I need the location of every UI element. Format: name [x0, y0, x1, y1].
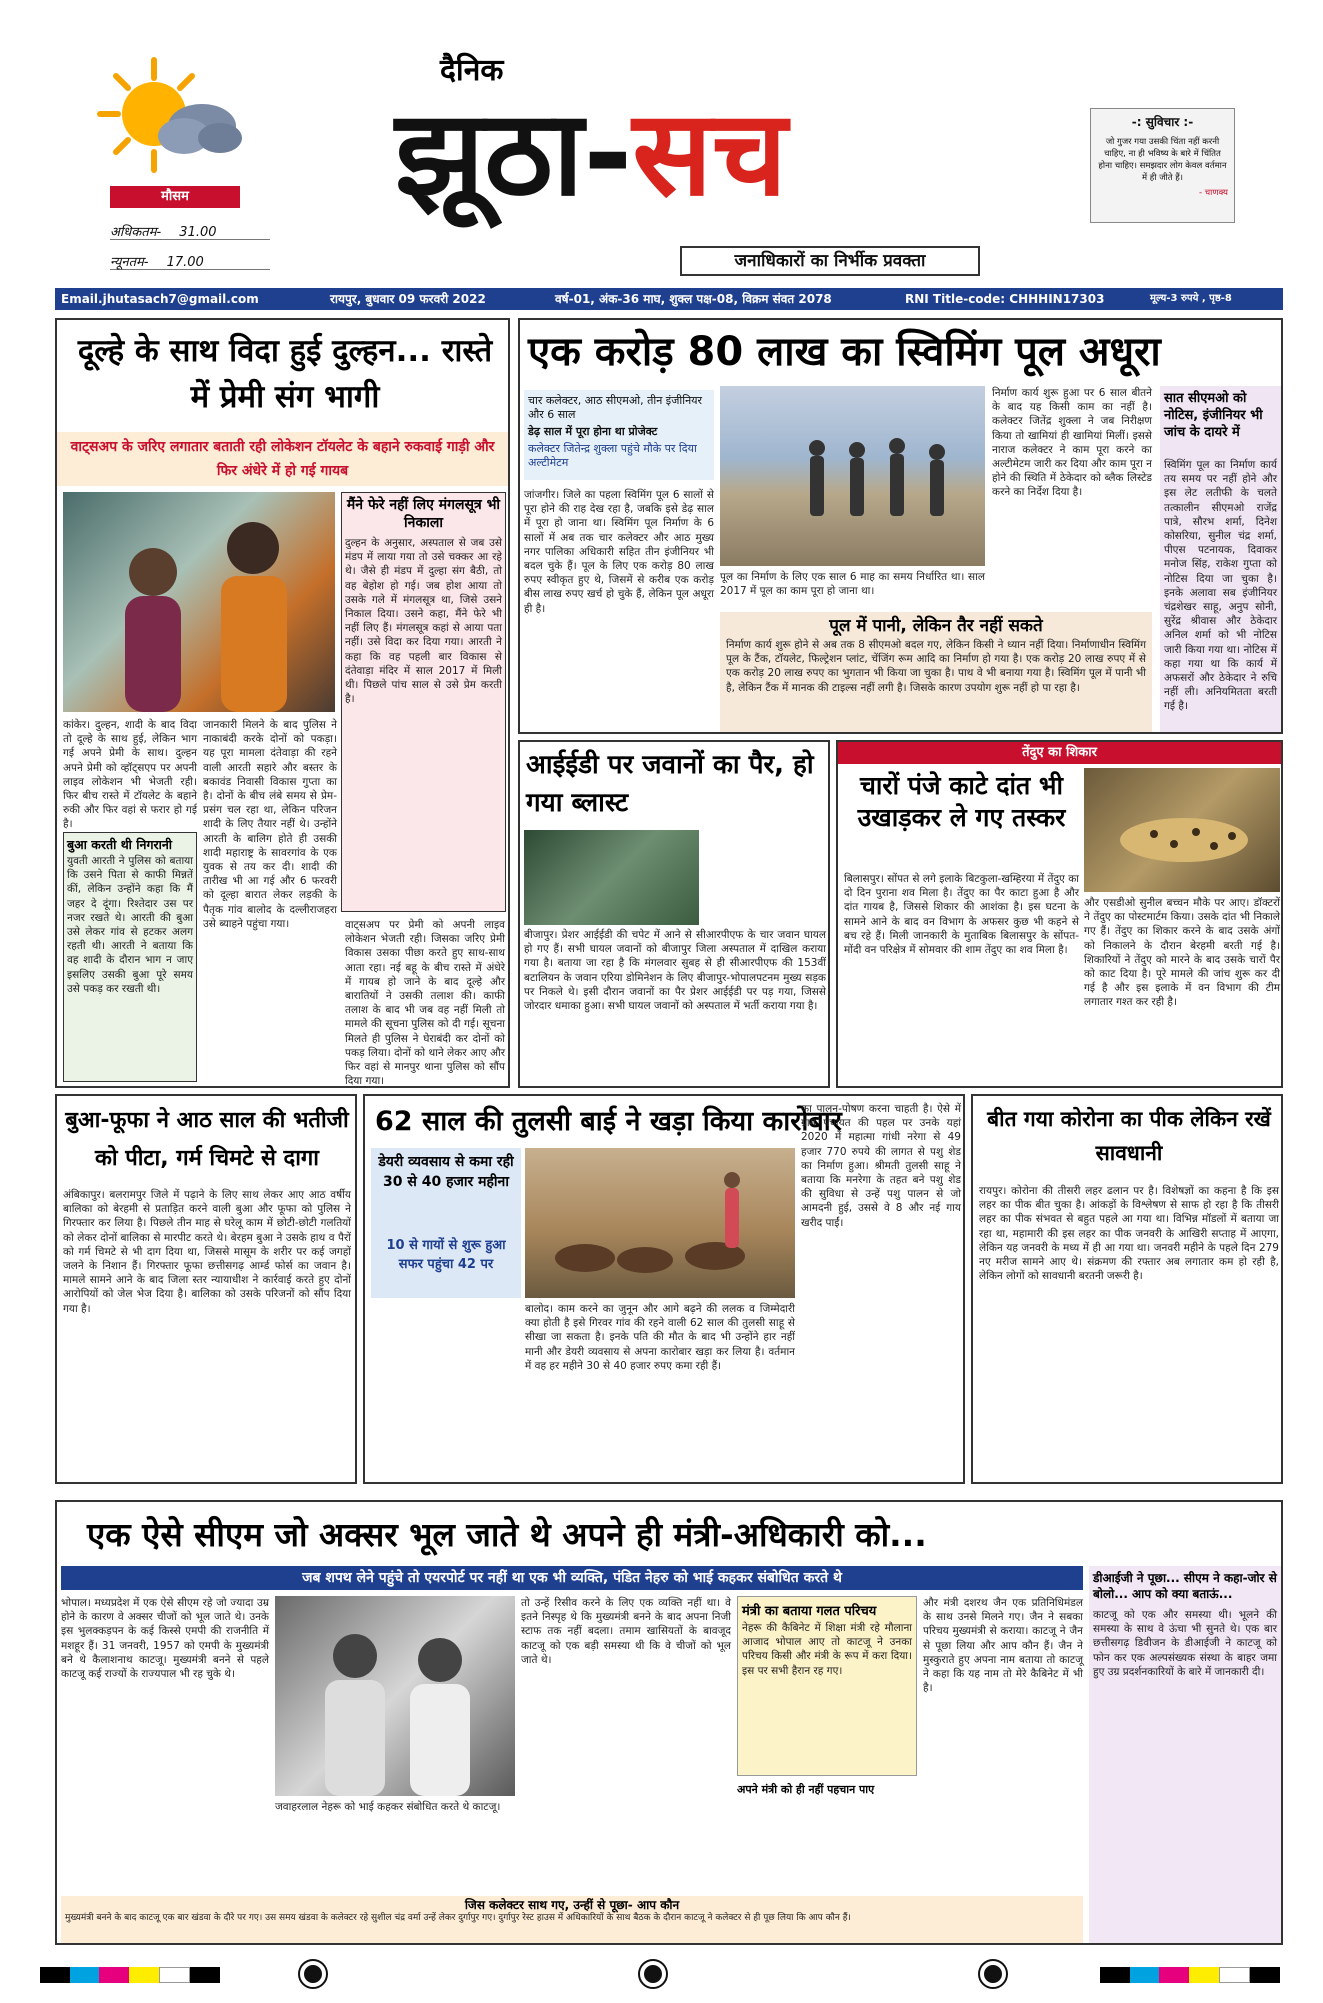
cm-bottom-text: मुख्यमंत्री बनने के बाद काटजू एक बार खंडवा के दौरे पर गए। उस समय खंडवा के कलेक्टर रहे सुशील चंद्र वर्मा उन्हें लेकर दुर्गापुर गए। दुर्गापुर रेस्ट हाउस में अधिकारियों के साथ बैठक के दौरान काटजू ने कलेक्टर से ही पूछ लिया कि आप कौन हैं।: [65, 1913, 851, 1923]
story-col3: वाट्सअप पर प्रेमी को अपनी लाइव लोकेशन भेजती रही। जिसका जरिए प्रेमी विकास उसका पीछा करते हुए साथ-साथ आता रहा। नई बहू के बीच रास्ते में अंधेरे में गायब हो जाने के बाद दूल्हे और बारातियों ने उसकी तलाश की। काफी तलाश के बाद भी जब वह नहीं मिली तो मामले की सूचना पुलिस को दी गई। सूचना मिलते ही पुलिस ने घेराबंदी कर दोनों को पकड़ लिया। दोनों को थाने लेकर आए और फिर वहां से मानपुर थाना पुलिस को सौंप दिया गया।: [345, 919, 505, 1088]
tulsi-box-text: डेयरी व्यवसाय से कमा रही 30 से 40 हजार महीना: [378, 1154, 514, 1190]
pool-subtext: निर्माण कार्य शुरू होने से अब तक 8 सीएमओ बदल गए, लेकिन किसी ने ध्यान नहीं दिया। निर्माणाधीन स्विमिंग पूल के टैंक, टॉयलेट, फिल्ट्रेशन प्लांट, चेंजिंग रूम आदि का निर्माण हो गया है। एक करोड़ 20 लाख रुपए में से एक करोड़ 20 लाख रुपए का भुगतान भी किया जा चुका है। पाथ वे भी बनाया गया है। स्विमिंग पूल में पानी भी है, लेकिन टैंक में मानक की टाइल्स नहीं लगी है। जिसके कारण उपयोग शुरू नहीं हो पा रहा है।: [726, 639, 1146, 694]
cm-box-title: मंत्री का बताया गलत परिचय: [742, 1604, 877, 1619]
story-cm: [55, 1500, 1283, 1945]
pool-photo-caption: पूल का निर्माण के लिए एक साल 6 माह का समय निर्धारित था। साल 2017 में पूल का काम पूरा हो जाना था।: [720, 571, 985, 598]
tulsi-box2-text: 10 से गायों से शुरू हुआ सफर पहुंचा 42 पर: [386, 1238, 506, 1272]
registration-marks: [0, 1955, 1323, 1995]
tulsi-col1: बालोद। काम करने का जुनून और आगे बढ़ने की ललक व जिम्मेदारी क्या होती है इसे गिरवर गांव की रहने वाली 62 साल की तुलसी साहू से सीखा जा सकता है। इनके पति की मौत के बाद भी उन्होंने हार नहीं मानी और डेयरी व्यवसाय से अपना कारोबार खड़ा कर लिया है। वर्तमान में वह हर महीने 30 से 40 हजार रुपए कमा रही हैं।: [525, 1303, 795, 1372]
cm-side-title: डीआईजी ने पूछा... सीएम ने कहा-जोर से बोलो... आप को क्या बताऊं...: [1093, 1571, 1277, 1601]
ied-col-right: [704, 830, 826, 926]
story-headline: दूल्हे के साथ विदा हुई दुल्हन... रास्ते में प्रेमी संग भागी: [77, 333, 493, 415]
leopard-headline: चारों पंजे काटे दांत भी उखाड़कर ले गए तस्कर: [857, 771, 1066, 832]
cattle-icon: [525, 1148, 795, 1298]
corona-col1: रायपुर। कोरोना की तीसरी लहर ढलान पर है। विशेषज्ञों का कहना है कि इस लहर का पीक बीत चुका है। आंकड़ों के विश्लेषण से साफ हो रहा है कि तीसरी लहर का पीक संभवत से बहुत पहले आ गया था। विभिन्न मॉडलों में बताया जा रहा था, महामारी की इस लहर का पीक जनवरी के आखिरी सप्ताह में आएगा, लेकिन यह जनवरी के मध्य में ही आ गया था। जनवरी महीने के पहले दिन 279 नए मरीज सामने आए थे। संक्रमण की रफ्तार अब लगातार कम हो रही है, लेकिन लोगों को सावधानी बरतनी जरूरी है।: [979, 1185, 1279, 1283]
cm-bottom-bar: जिस कलेक्टर साथ गए, उन्हीं से पूछा- आप कौन: [464, 1898, 680, 1912]
registration-mark: [640, 1961, 666, 1987]
pool-side-box: [1160, 386, 1281, 732]
min-temp: न्यूनतम- 17.00: [110, 252, 270, 270]
pool-col1b: [524, 642, 714, 732]
nehru-photo-caption: जवाहरलाल नेहरू को भाई कहकर संबोधित करते थे काटजू।: [275, 1801, 501, 1813]
masthead-title: झूठा-सच: [395, 84, 788, 222]
box-title: मैंने फेरे नहीं लिए मंगलसूत्र भी निकाला: [346, 497, 501, 531]
registration-mark: [300, 1961, 326, 1987]
officials-icon: [720, 386, 985, 566]
story-corona: [971, 1094, 1283, 1484]
story-subhead: वाट्सअप के जरिए लगातार बताती रही लोकेशन टॉयलेट के बहाने रुकवाई गाड़ी और फिर अंधेरे में हो गई गायब: [57, 432, 508, 486]
rni-code: RNI Title-code: CHHHIN17303: [905, 292, 1105, 306]
email-link[interactable]: Email.jhutasach7@gmail.com: [61, 292, 259, 306]
masthead-dainik: दैनिक: [440, 53, 504, 88]
box2-text: युवती आरती ने पुलिस को बताया कि उसने पिता से काफी मिन्नतें कीं, लेकिन उन्होंने कहा कि मैं जहर दे दूंगा। रिश्तेदार उस पर नजर रखते थे। आरती की बुआ उसे लेकर गांव से हटकर अलग रहती थी। आरती ने बताया कि वह शादी के दौरान भाग न जाए इसलिए उसकी बुआ पूरे समय उसे पकड़ कर रखती थी।: [67, 855, 193, 995]
pool-col1: जांजगीर। जिले का पहला स्विमिंग पूल 6 सालों से पूरा होने की राह देख रहा है, जबकि इसे डेढ़ साल में पूरा हो जाना था। स्विमिंग पूल निर्माण के 6 सालों में अब तक चार कलेक्टर और आठ मुख्य नगर पालिका अधिकारी सहित तीन इंजीनियर भी बदल चुके हैं। पूल के लिए एक करोड़ 80 लाख रुपए स्वीकृत हुए थे, जिसमें से करीब एक करोड़ बीस लाख रुपए खर्च हो चुके हैं, लेकिन पूल अधूरा ही है।: [524, 489, 714, 615]
story-tulsi: [363, 1094, 965, 1484]
soldiers-photo: [524, 830, 699, 925]
pool-photo: [720, 386, 985, 566]
cm-box-text: नेहरू की कैबिनेट में शिक्षा मंत्री रहे मौलाना आजाद भोपाल आए तो काटजू ने उनका परिचय किसी और मंत्री के रूप में करा दिया। इस पर सभी हैरान रह गए।: [742, 1622, 912, 1677]
color-strip-left: [40, 1967, 220, 1983]
price-info: मूल्य-3 रुपये , पृष्ठ-8: [1150, 293, 1232, 304]
color-strip-right: [1100, 1967, 1280, 1983]
max-temp: अधिकतम- 31.00: [110, 222, 270, 240]
box-text: दुल्हन के अनुसार, अस्पताल से जब उसे मंडप में लाया गया तो उसे चक्कर आ रहे थे। जैसे ही मंडप में दुल्हा संग बैठी, तो वह बेहोश हो गई। जब होश आया तो उसके गले में मंगलसूत्र था, जिसे उसने निकाल दिया। उसने कहा, मैंने फेरे भी नहीं लिए हैं। मंगलसूत्र कहां से आया पता नहीं। उसे विदा कर दिया गया। आरती ने कहा कि वह पहली बार विकास से दंतेवाड़ा मंदिर में साल 2017 में मिली थी। पिछले पांच साल से उसे प्रेम करती है।: [345, 537, 502, 706]
nehru-photo: [275, 1596, 515, 1796]
side-text: स्विमिंग पूल का निर्माण कार्य तय समय पर नहीं होने और इस लेट लतीफी के चलते तत्कालीन सीएमओ राजेंद्र पात्रे, सौरभ शर्मा, दिनेश कोसरिया, सुनील चंद्र शर्मा, पीएस पटनायक, दिवाकर मनोज सिंह, राकेश गुप्ता को नोटिस दिया जा चुका है। इनके अलावा सब इंजीनियर चंद्रशेखर साहू, अनुप सोनी, सुरेंद्र श्रीवास और ठेकेदार अनिल शर्मा को भी नोटिस जारी किया गया था। नोटिस में कहा गया था कि कार्य में अफसरों और ठेकेदार ने रुचि नहीं ली। अनियमितता बरती गई है।: [1164, 459, 1277, 713]
dateline: रायपुर, बुधवार 09 फरवरी 2022: [330, 292, 486, 306]
pool-col3: निर्माण कार्य शुरू हुआ पर 6 साल बीतने के बाद यह किसी काम का नहीं है। कलेक्टर जितेंद्र शुक्ला ने जब निरीक्षण किया तो खामियां ही खामियां मिलीं। इससे नाराज कलेक्टर ने काम पूरा करने का अल्टीमेटम जारी कर दिया और काम पूरा न होने की स्थिति में ठेकेदार को ब्लैक लिस्टेड करने का निर्देश दिया है।: [992, 387, 1152, 499]
pool-kicker: चार कलेक्टर, आठ सीएमओ, तीन इंजीनियर और 6 साल डेढ़ साल में पूरा होना था प्रोजेक्ट कलेक्टर जितेन्द्र शुक्ला पहुंचे मौके पर दिया अल्टीमेटम: [524, 390, 714, 480]
leaders-icon: [275, 1596, 515, 1796]
cm-box: [737, 1596, 917, 1776]
ied-col1: बीजापुर। प्रेशर आईईडी की चपेट में आने से सीआरपीएफ के चार जवान घायल हो गए हैं। सभी घायल जवानों को बीजापुर जिला अस्पताल में दाखिल कराया गया है। बताया जा रहा है कि मंगलवार सुबह से ही सीआरपीएफ की 153वीं बटालियन के जवान एरिया डोमिनेशन के लिए बीजापुर-भोपालपटनम मुख्य सड़क पर निकले थे। इसी दौरान जवानों का पैर प्रेशर आईईडी पर पड़ गया, जिससे जोरदार धमाका हुआ। सभी घायल जवानों को अस्पताल में भर्ती कराया गया है।: [524, 929, 826, 1013]
issue-info: वर्ष-01, अंक-36 माघ, शुक्ल पक्ष-08, विक्रम संवत 2078: [555, 292, 832, 306]
cm-bar: जब शपथ लेने पहुंचे तो एयरपोर्ट पर नहीं था एक भी व्यक्ति, पंडित नेहरु को भाई कहकर संबोधित करते थे: [61, 1566, 1083, 1590]
suvichar-text: जो गुजर गया उसकी चिंता नहीं करनी चाहिए, ना ही भविष्य के बारे में चिंतित होना चाहिए। समझदार लोग केवल वर्तमान में ही जीते हैं।: [1098, 137, 1227, 183]
story-leopard: [836, 740, 1283, 1088]
box-mangalsutra: [341, 492, 506, 912]
pool-headline: एक करोड़ 80 लाख का स्विमिंग पूल अधूरा: [528, 329, 1161, 375]
weather-label: मौसम: [110, 186, 240, 208]
registration-mark: [980, 1961, 1006, 1987]
story-ied: [518, 740, 830, 1088]
suvichar-box: [1090, 108, 1235, 223]
suvichar-title: -: सुविचार :-: [1131, 115, 1194, 129]
tulsi-headline: 62 साल की तुलसी बाई ने खड़ा किया कारोबार: [375, 1106, 842, 1137]
buafufa-col1: अंबिकापुर। बलरामपुर जिले में पढ़ाने के लिए साथ लेकर आए आठ वर्षीय बालिका को बेरहमी से प्रताड़ित करने वाली बुआ और फूफा को पुलिस ने गिरफ्तार कर लिया है। पिछले तीन माह से घरेलू काम में छोटी-छोटी गलतियों को लेकर दोनों बालिका से मारपीट करते थे। बेरहम बुआ ने उसके हाथ व पैरों को गर्म चिमटे से भी दाग दिया था, जिससे मासूम के शरीर पर कई जगहों जलने के निशान हैं। गिरफ्तार फूफा छत्तीसगढ़ आर्म्ड फोर्स का जवान है। मामले सामने आने के बाद जिला स्तर न्यायाधीश ने कार्रवाई करते हुए दोनों आरोपियों को जेल भेज दिया है। बालिका को उसके परिजनों को सौंप दिया गया है।: [63, 1189, 351, 1315]
cattle-photo: [525, 1148, 795, 1298]
cm-headline: एक ऐसे सीएम जो अक्सर भूल जाते थे अपने ही मंत्री-अधिकारी को...: [87, 1515, 927, 1554]
cm-col1: भोपाल। मध्यप्रदेश में एक ऐसे सीएम रहे जो ज्यादा उम्र होने के कारण वे अक्सर चीजों को भूल जाते थे। उनके इस भुलक्कड़पन के कई किस्से एमपी की राजनीति में मशहूर हैं। 31 जनवरी, 1957 को एमपी के मुख्यमंत्री बने थे कैलाशनाथ काटजू। मुख्यमंत्री बनने से पहले काटजू कई राज्यों के राज्यपाल भी रह चुके थे।: [61, 1597, 269, 1681]
cm-side-text: काटजू को एक और समस्या थी। भूलने की समस्या के साथ वे ऊंचा भी सुनते थे। एक बार छत्तीसगढ़ डिवीजन के डीआईजी ने काटजू को फोन कर एक अल्पसंख्यक संस्था के बाहर जमा हुए उग्र प्रदर्शनकारियों के बारे में जानकारी दी।: [1093, 1609, 1277, 1678]
leopard-col2: और एसडीओ सुनील बच्चन मौके पर आए। डॉक्टरों ने तेंदुए का पोस्टमार्टम किया। उसके दांत भी निकाले गए हैं। तेंदुए का शिकार करने के बाद उसके अंगों को निकालने के दौरान बेरहमी बरती गई है। शिकारियों ने तेंदुए को मारने के बाद उसके चारों पैर को काट दिया है। पूरे मामले की जांच शुरू कर दी गई है और इस इलाके में वन विभाग की टीम लगातार गश्त कर रही है।: [1084, 897, 1280, 1009]
suvichar-author: - चाणक्य: [1199, 188, 1228, 198]
leopard-col1: बिलासपुर। सोंपत से लगे इलाके बिटकुला-खम्हिरया में तेंदुए का दो दिन पुराना शव मिला है। तेंदुए का पैर काटा हुआ है और दांत गायब है, जिससे शिकार की आशंका है। इस घटना के सामने आने के बाद वन विभाग के अफसर कुछ भी कहने से बच रहे हैं। मिली जानकारी के मुताबिक बिलासपुर के सोंपत-मोंदी वन परिक्षेत्र में सोमवार की शाम तेंदुए का शव मिला है।: [844, 873, 1079, 957]
pool-water-block: [720, 612, 1152, 732]
tulsi-col-left: [371, 1302, 521, 1480]
box2-title: बुआ करती थी निगरानी: [67, 837, 173, 852]
masthead: [0, 0, 1323, 285]
buafufa-headline: बुआ-फूफा ने आठ साल की भतीजी को पीटा, गर्म चिमटे से दागा: [65, 1108, 349, 1171]
leopard-label: तेंदुए का शिकार: [838, 742, 1281, 764]
story-bua-fufa: [55, 1094, 357, 1484]
info-bar: [55, 288, 1283, 310]
story-col2: जानकारी मिलने के बाद पुलिस ने नाकाबंदी करके दोनों को पकड़ा। यह पूरा मामला दंतेवाड़ा की रहने वाली आरती सहारे और बस्तर के बकावंड निवासी विकास गुप्ता का है। दोनों के बीच लंबे समय से प्रेम-प्रसंग चल रहा था, लेकिन परिजन शादी के लिए तैयार नहीं थे। उन्होंने आरती के बालिग होते ही उसकी शादी महाराष्ट्र के सावरगांव के एक युवक से तय कर दी। शादी की तारीख भी आ गई और 6 फरवरी को दूल्हा बारात लेकर लड़की के पैतृक गांव बालोद के दल्लीराजहरा उसे ब्याहने पहुंचा गया।: [203, 719, 337, 930]
leopard-photo: [1084, 768, 1280, 892]
tulsi-col2: का पालन-पोषण करना चाहती है। ऐसे में ग्राम पंचायत की पहल पर उनके यहां 2020 में महात्मा गांधी नरेगा से 49 हजार 770 रुपये की लागत से पशु शेड का निर्माण हुआ। श्रीमती तुलसी साहू ने बताया कि मनरेगा के तहत बने पशु शेड की सुविधा से उन्हें पशु पालन से जो आमदनी हुई, उससे वे 8 और नई गाय खरीद पाईं।: [801, 1103, 961, 1229]
masthead-tagline: जनाधिकारों का निर्भीक प्रवक्ता: [680, 246, 980, 276]
tulsi-box: [371, 1148, 521, 1298]
story-pool: [518, 318, 1283, 734]
ied-headline: आईईडी पर जवानों का पैर, हो गया ब्लास्ट: [526, 750, 814, 818]
couple-icon: [63, 492, 335, 712]
story-col1: कांकेर। दुल्हन, शादी के बाद विदा तो दूल्हे के साथ हुई, लेकिन भाग गई अपने प्रेमी के साथ। दुल्हन अपने प्रेमी को व्हॉट्सएप पर अपनी लाइव लोकेशन भी भेजती रही। फिर बीच रास्ते में टॉयलेट के बहाने रुकी और फिर वहां से फरार हो गई है।: [63, 719, 197, 831]
cm-subhead: अपने मंत्री को ही नहीं पहचान पाए: [737, 1783, 875, 1796]
box-bua: [63, 832, 197, 1082]
couple-photo: [63, 492, 335, 712]
cm-col3: और मंत्री दशरथ जैन एक प्रतिनिधिमंडल के साथ उनसे मिलने गए। जैन ने सबका परिचय मुख्यमंत्री से कराया। काटजू ने जैन से पूछा लिया और आप कौन हैं। जैन ने मुस्कुराते हुए अपना नाम बताया तो काटजू ने कहा कि यह नाम तो मेरे कैबिनेट में भी है।: [923, 1597, 1083, 1695]
corona-headline: बीत गया कोरोना का पीक लेकिन रखें सावधानी: [987, 1107, 1271, 1165]
pool-subhead: पूल में पानी, लेकिन तैर नहीं सकते: [829, 616, 1043, 636]
cm-side-box: [1089, 1566, 1281, 1943]
sun-cloud-icon: [92, 52, 252, 182]
side-title: सात सीएमओ को नोटिस, इंजीनियर भी जांच के दायरे में: [1164, 391, 1263, 440]
cm-bottom: [61, 1896, 1083, 1943]
cm-col2: तो उन्हें रिसीव करने के लिए एक व्यक्ति नहीं था। वे इतने निस्पृह थे कि मुख्यमंत्री बनने के बाद अपना निजी स्टाफ तक नहीं बदला। तमाम खासियतों के बावजूद काटजू को एक बड़ी समस्या थी कि वे चीजों को भूल जाते थे।: [521, 1597, 731, 1666]
story-bride: [55, 318, 510, 1088]
leopard-icon: [1084, 768, 1280, 892]
